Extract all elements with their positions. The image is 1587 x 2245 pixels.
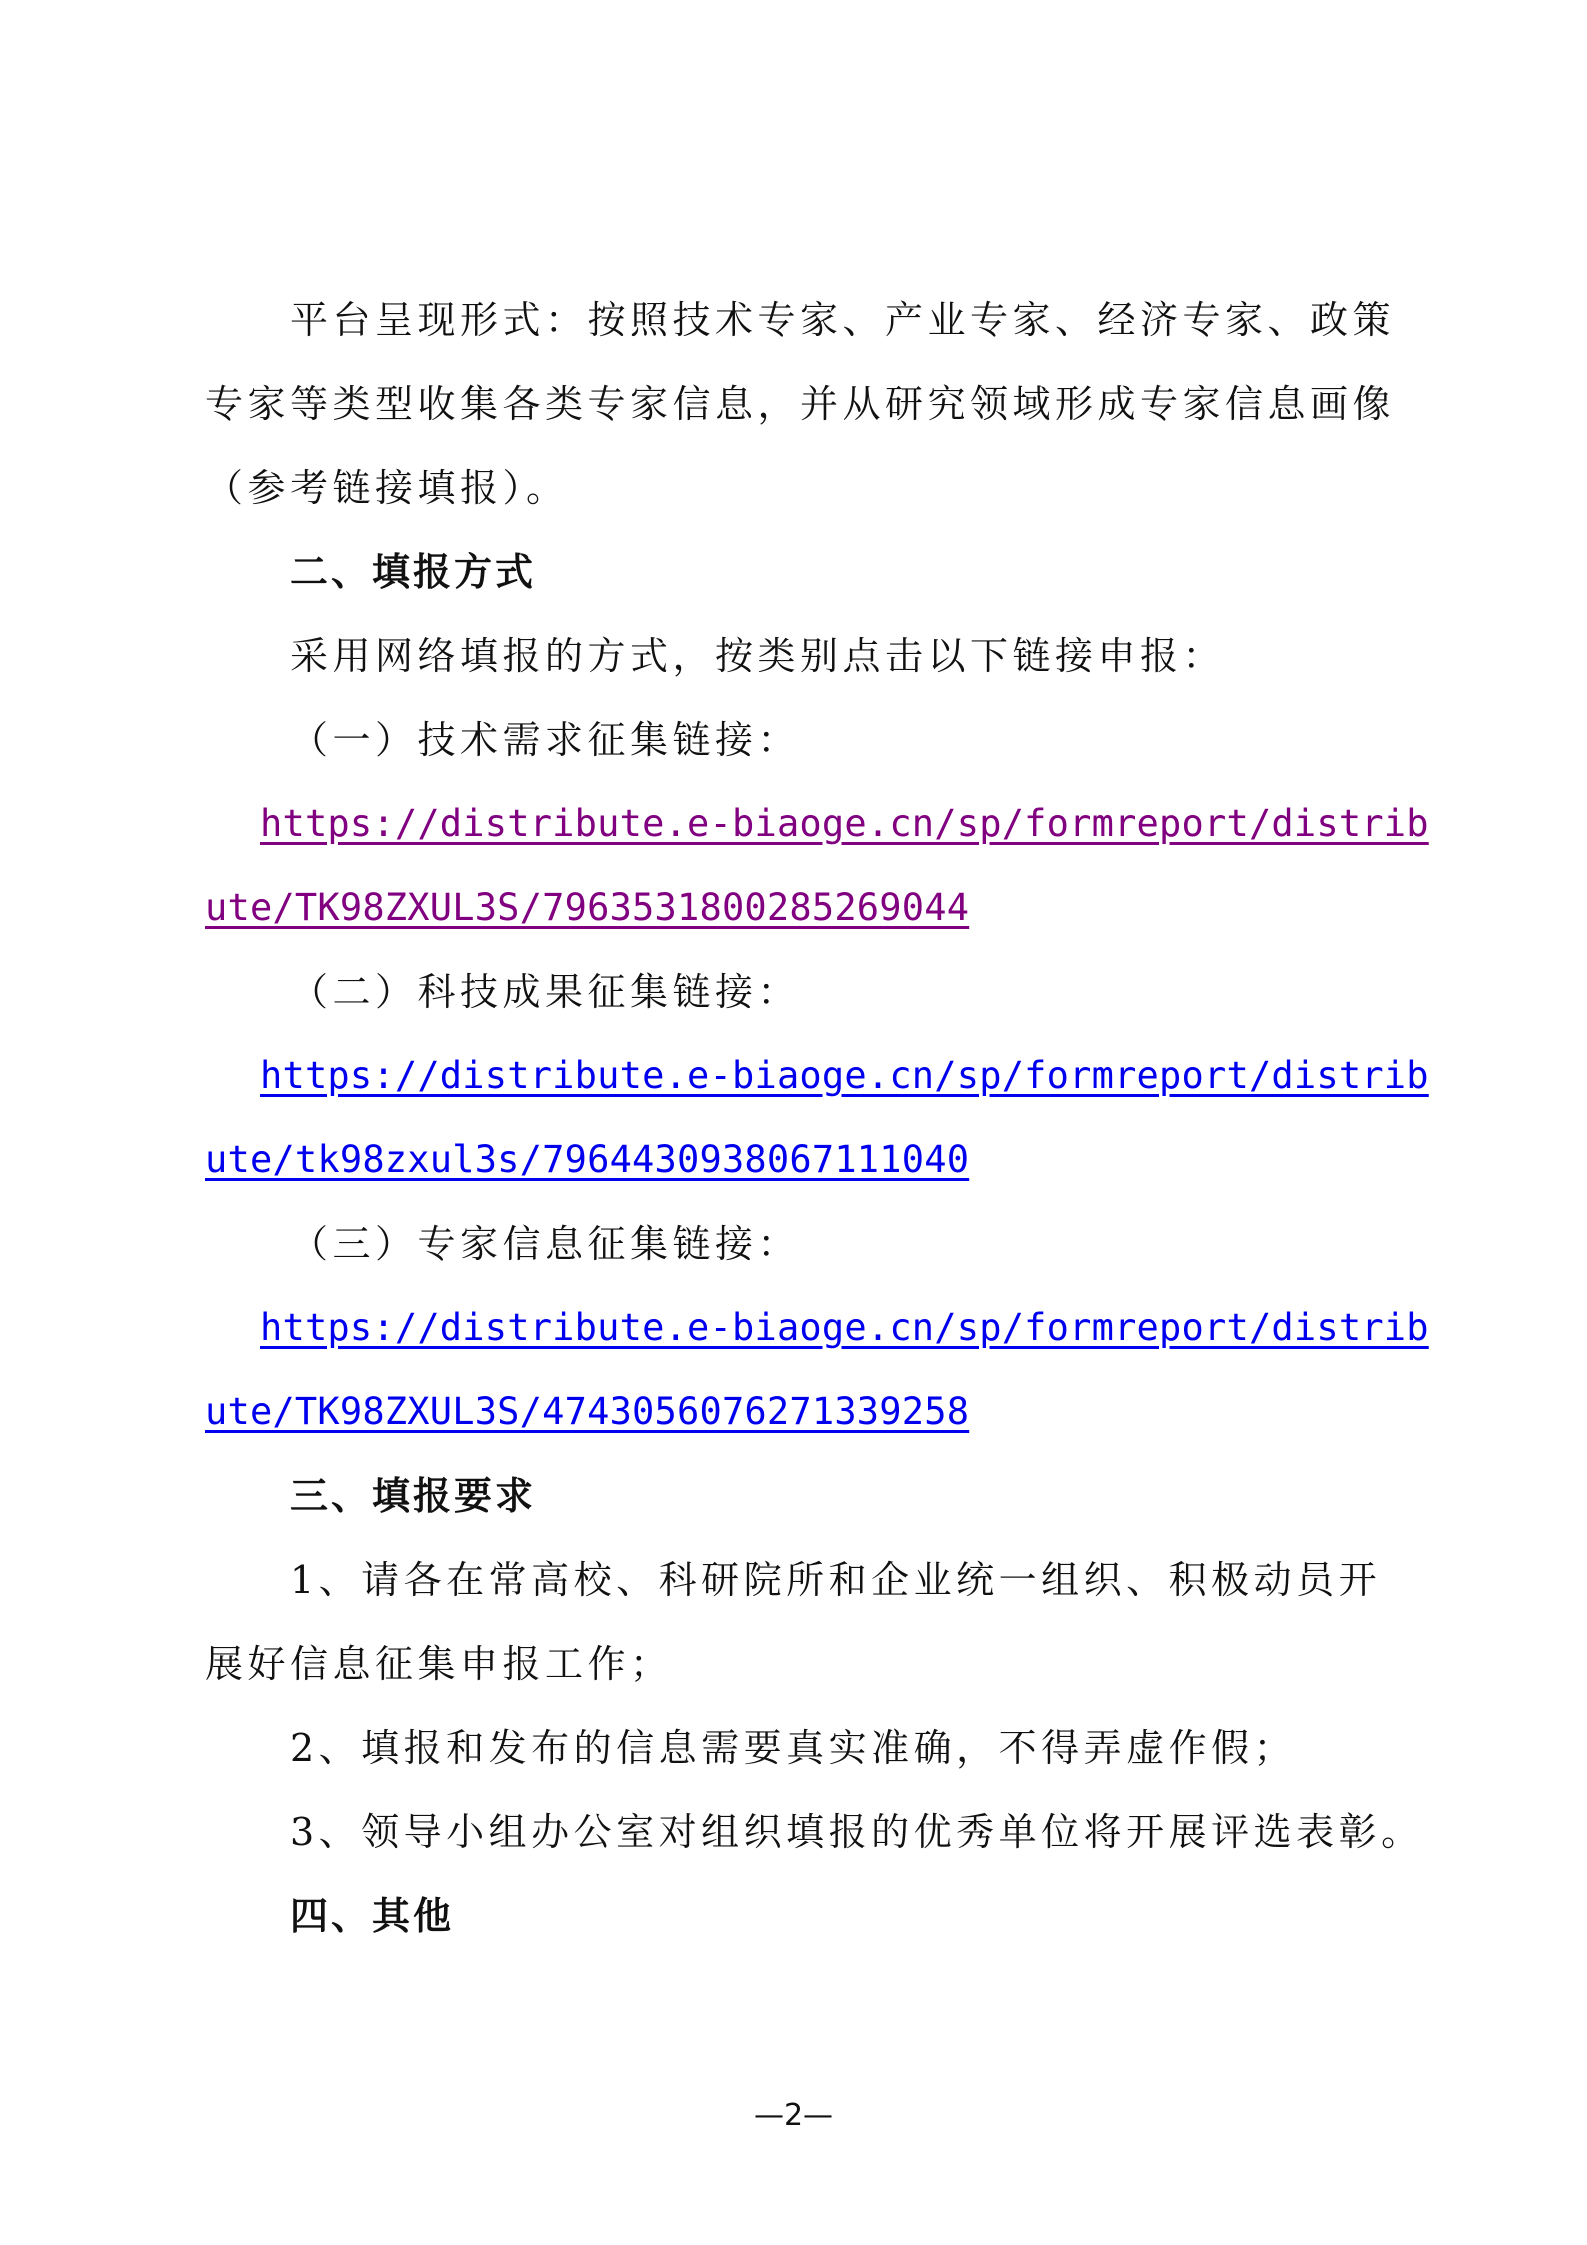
paragraph-platform-line-3: （参考链接填报）。 [205,466,569,510]
section-heading-filing-method: 二、填报方式 [290,550,537,594]
expert-info-link-line-2[interactable]: ute/TK98ZXUL3S/4743056076271339258 [205,1390,970,1433]
section-heading-filing-requirements: 三、填报要求 [290,1474,537,1518]
link-label-expert-info: （三）专家信息征集链接： [290,1222,801,1266]
tech-demand-link-line-2[interactable]: ute/TK98ZXUL3S/7963531800285269044 [205,886,970,929]
requirement-2: 2、填报和发布的信息需要真实准确，不得弄虚作假； [290,1726,1297,1770]
link-label-tech-demand: （一）技术需求征集链接： [290,718,801,762]
tech-achievement-link-line-2[interactable]: ute/tk98zxul3s/7964430938067111040 [205,1138,970,1181]
paragraph-platform-line-1: 平台呈现形式：按照技术专家、产业专家、经济专家、政策 [290,298,1396,342]
tech-demand-link-line-1[interactable]: https://distribute.e-biaoge.cn/sp/formreport/distrib [260,802,1429,845]
link-label-tech-achievement: （二）科技成果征集链接： [290,970,801,1014]
requirement-3: 3、领导小组办公室对组织填报的优秀单位将开展评选表彰。 [290,1810,1424,1854]
page-number: —2— [753,2098,834,2133]
expert-info-link-line-1[interactable]: https://distribute.e-biaoge.cn/sp/formreport/distrib [260,1306,1429,1349]
section-heading-other: 四、其他 [290,1894,455,1938]
paragraph-platform-line-2: 专家等类型收集各类专家信息，并从研究领域形成专家信息画像 [205,382,1396,426]
tech-achievement-link-line-1[interactable]: https://distribute.e-biaoge.cn/sp/formreport/distrib [260,1054,1429,1097]
filing-method-intro: 采用网络填报的方式，按类别点击以下链接申报： [290,634,1226,678]
requirement-1-line-2: 展好信息征集申报工作； [205,1642,673,1686]
requirement-1-line-1: 1、请各在常高校、科研院所和企业统一组织、积极动员开 [290,1558,1382,1602]
